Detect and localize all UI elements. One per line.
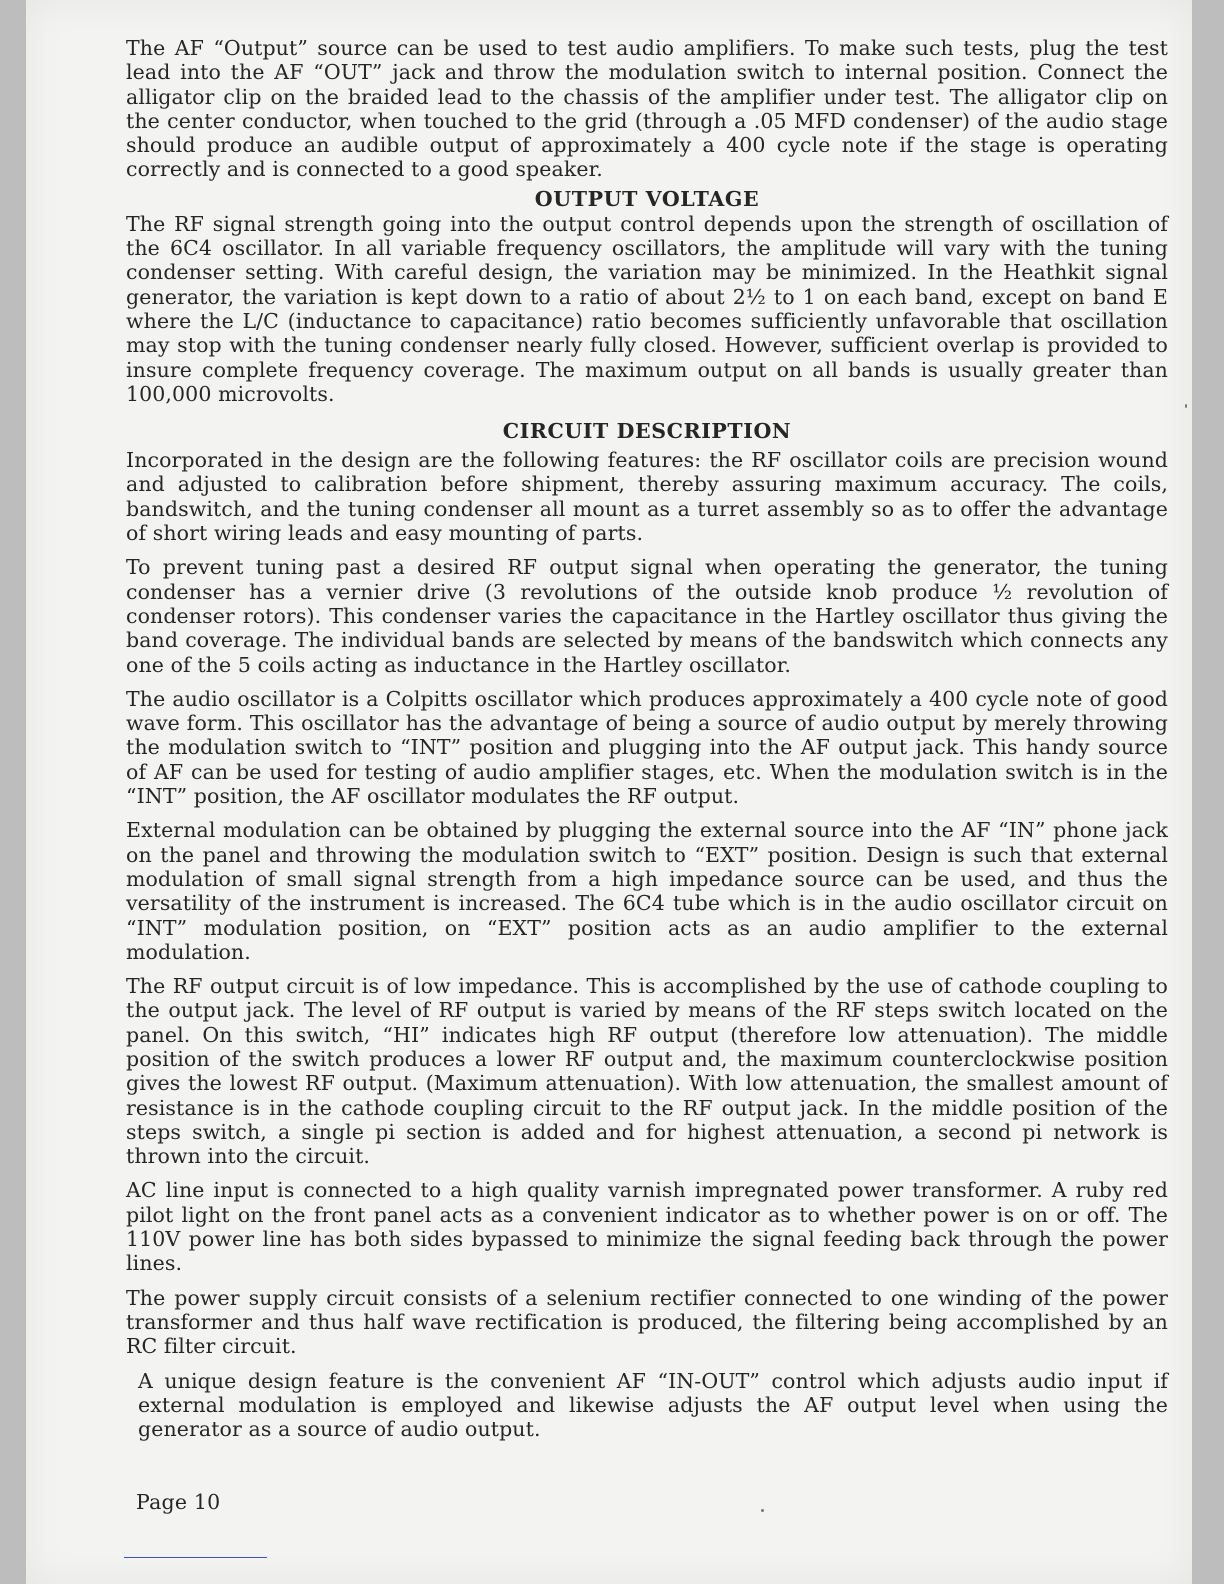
paragraph-rf-output-circuit: The RF output circuit is of low impedance. This is accomplished by the use of cathode coupling to the output jack. The level of RF output is varied by means of the RF steps switch located on the panel. On this switch, “HI” indicates high RF output (therefore low attenuation). The middle position of the switch produces a lower RF output and, the maximum counterclockwise position gives the lowest RF output. (Maximum attenuation). With low attenuation, the smallest amount of resistance is in the cathode coupling circuit to the RF output jack. In the middle position of the steps switch, a single pi section is added and for highest attenuation, a second pi network is thrown into the circuit. (126, 974, 1168, 1169)
paragraph-output-voltage: The RF signal strength going into the output control depends upon the strength of oscillation of the 6C4 oscillator. In all variable frequency oscillators, the amplitude will vary with the tuning condenser setting. With careful design, the variation may be minimized. In the Heathkit signal generator, the variation is kept down to a ratio of about 2½ to 1 on each band, except on band E where the L/C (inductance to capacitance) ratio becomes sufficiently unfavorable that oscillation may stop with the tuning condenser nearly fully closed. However, sufficient overlap is provided to insure complete frequency coverage. The maximum output on all bands is usually greater than 100,000 microvolts. (126, 211, 1168, 406)
paragraph-audio-oscillator: The audio oscillator is a Colpitts oscillator which produces approximately a 400 cycle note of good wave form. This oscillator has the advantage of being a source of audio output by merely throwing the modulation switch to “INT” position and plugging into the AF output jack. This handy source of AF can be used for testing of audio amplifier stages, etc. When the modulation switch is in the “INT” position, the AF oscillator modulates the RF output. (126, 686, 1168, 809)
paper-speck (761, 1509, 764, 1512)
scan-edge-line (124, 1557, 267, 1558)
heading-circuit-description: CIRCUIT DESCRIPTION (502, 419, 792, 444)
page-number: Page 10 (136, 1490, 221, 1514)
paragraph-ac-line-input: AC line input is connected to a high quality varnish impregnated power transformer. A ruby red pilot light on the front panel acts as a convenient indicator as to whether power is on or off. The 110V power line has both sides bypassed to minimize the signal feeding back through the power lines. (126, 1178, 1168, 1276)
paragraph-power-supply: The power supply circuit consists of a selenium rectifier connected to one winding of the power transformer and thus half wave rectification is produced, the filtering being accomplished by an RC filter circuit. (126, 1285, 1168, 1359)
heading-output-voltage: OUTPUT VOLTAGE (534, 186, 760, 211)
paragraph-tuning-vernier: To prevent tuning past a desired RF output signal when operating the generator, the tuning condenser has a vernier drive (3 revolutions of the outside knob produce ½ revolution of condenser rotors). This condenser varies the capacitance in the Hartley oscillator thus giving the band coverage. The individual bands are selected by means of the bandswitch which connects any one of the 5 coils acting as inductance in the Hartley oscillator. (126, 555, 1168, 677)
page-content (126, 36, 1168, 1441)
paragraph-af-output-testing: The AF “Output” source can be used to test audio amplifiers. To make such tests, plug the test lead into the AF “OUT” jack and throw the modulation switch to internal position. Connect the alligator clip on the braided lead to the chassis of the amplifier under test. The alligator clip on the center conductor, when touched to the grid (through a .05 MFD condenser) of the audio stage should produce an audible output of approximately a 400 cycle note if the stage is operating correctly and is connected to a good speaker. (126, 36, 1168, 182)
paper-speck (1185, 404, 1187, 408)
paragraph-design-features: Incorporated in the design are the following features: the RF oscillator coils are precision wound and adjusted to calibration before shipment, thereby assuring maximum accuracy. The coils, bandswitch, and the tuning condenser all mount as a turret assembly so as to offer the advantage of short wiring leads and easy mounting of parts. (126, 448, 1168, 546)
paragraph-external-modulation: External modulation can be obtained by plugging the external source into the AF “IN” phone jack on the panel and throwing the modulation switch to “EXT” position. Design is such that external modulation of small signal strength from a high impedance source can be used, and thus the versatility of the instrument is increased. The 6C4 tube which is in the audio oscillator circuit on “INT” modulation position, on “EXT” position acts as an audio amplifier to the external modulation. (126, 818, 1168, 964)
document-page (26, 0, 1192, 1584)
paragraph-af-in-out-control: A unique design feature is the convenient AF “IN-OUT” control which adjusts audio input if external modulation is employed and likewise adjusts the AF output level when using the generator as a source of audio output. (138, 1368, 1168, 1442)
